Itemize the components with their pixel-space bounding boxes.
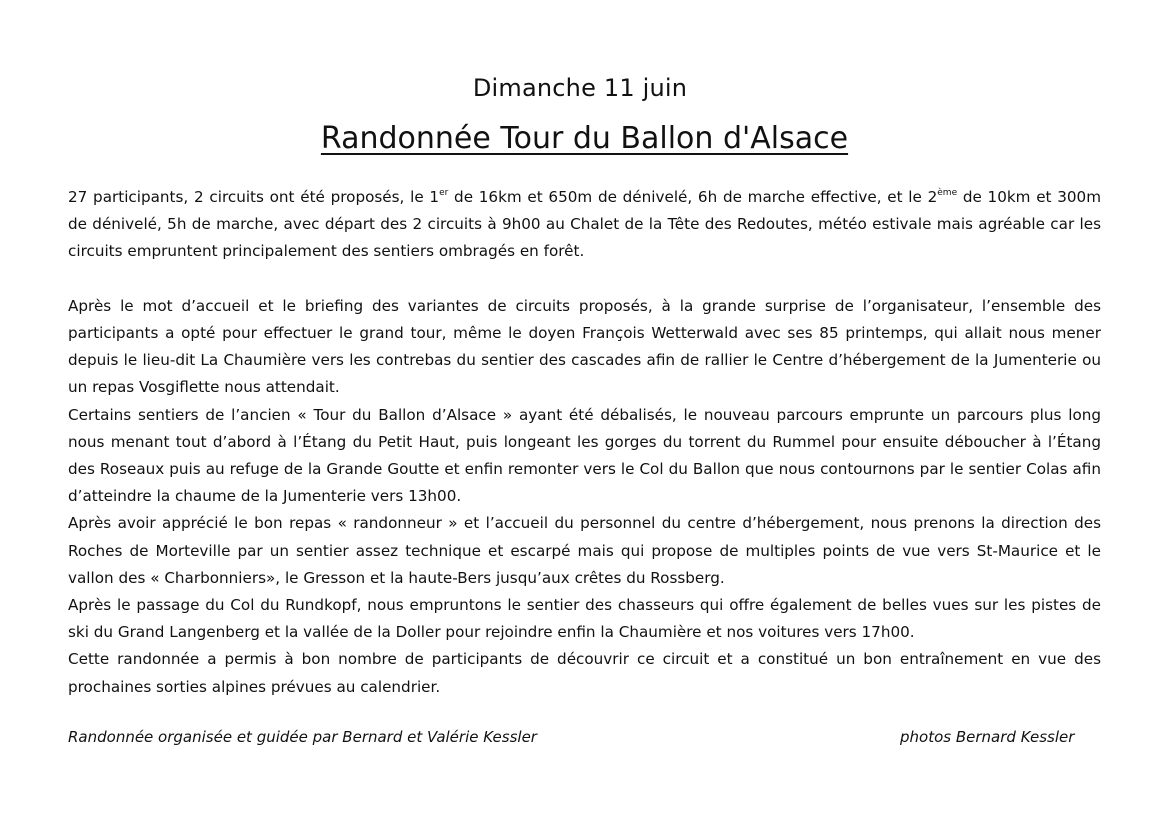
- paragraph-afternoon: Après avoir apprécié le bon repas « randonneur » et l’accueil du personnel du centre d’hébergement, nous prenons la direction des Roches de Morteville par un sentier assez technique et escarpé mais qui propose de multiples points de vue vers St-Maurice et le vallon des « Charbonniers», le Gresson et la haute-Bers jusqu’aux crêtes du Rossberg.: [68, 514, 1101, 587]
- event-date: Dimanche 11 juin: [472, 74, 688, 102]
- article-body: [68, 184, 1101, 701]
- document-title: Randonnée Tour du Ballon d'Alsace: [320, 121, 849, 156]
- paragraph-route: Certains sentiers de l’ancien « Tour du Ballon d’Alsace » ayant été débalisés, le nouveau parcours emprunte un parcours plus long nous menant tout d’abord à l’Étang du Petit Haut, puis longeant les gorges du torrent du Rummel pour ensuite déboucher à l’Étang des Roseaux puis au refuge de la Grande Goutte et enfin remonter vers le Col du Ballon que nous contournons par le sentier Colas afin d’atteindre la chaume de la Jumenterie vers 13h00.: [68, 405, 1101, 506]
- intro-paragraph: [68, 184, 1101, 266]
- paragraph-return: Après le passage du Col du Rundkopf, nous empruntons le sentier des chasseurs qui offre également de belles vues sur les pistes de ski du Grand Langenberg et la vallée de la Doller pour rejoindre enfin la Chaumière et nos voitures vers 17h00.: [68, 596, 1101, 642]
- intro-text-2: de 16km et 650m de dénivelé, 6h de marche effective, et le 2: [448, 188, 938, 206]
- ordinal-superscript-second: ème: [937, 188, 958, 198]
- photo-credit: photos Bernard Kessler: [900, 728, 1075, 746]
- ordinal-superscript-first: er: [439, 188, 449, 198]
- paragraph-conclusion: Cette randonnée a permis à bon nombre de participants de découvrir ce circuit et a constitué un bon entraînement en vue des prochaines sorties alpines prévues au calendrier.: [68, 650, 1101, 696]
- paragraph-welcome: Après le mot d’accueil et le briefing des variantes de circuits proposés, à la grande surprise de l’organisateur, l’ensemble des participants a opté pour effectuer le grand tour, même le doyen François Wetterwald avec ses 85 printemps, qui allait nous mener depuis le lieu-dit La Chaumière vers les contrebas du sentier des cascades afin de rallier le Centre d’hébergement de la Jumenterie ou un repas Vosgiflette nous attendait.: [68, 296, 1101, 397]
- intro-text-1: 27 participants, 2 circuits ont été proposés, le 1: [68, 188, 440, 206]
- organizers-credit: Randonnée organisée et guidée par Bernard et Valérie Kessler: [68, 728, 537, 746]
- intro-text-3: de 10km et 300m de dénivelé, 5h de marche, avec départ des 2 circuits à 9h00 au Chalet de la Tête des Redoutes, météo estivale mais agréable car les circuits empruntent principalement des sentiers ombragés en forêt.: [68, 188, 1101, 261]
